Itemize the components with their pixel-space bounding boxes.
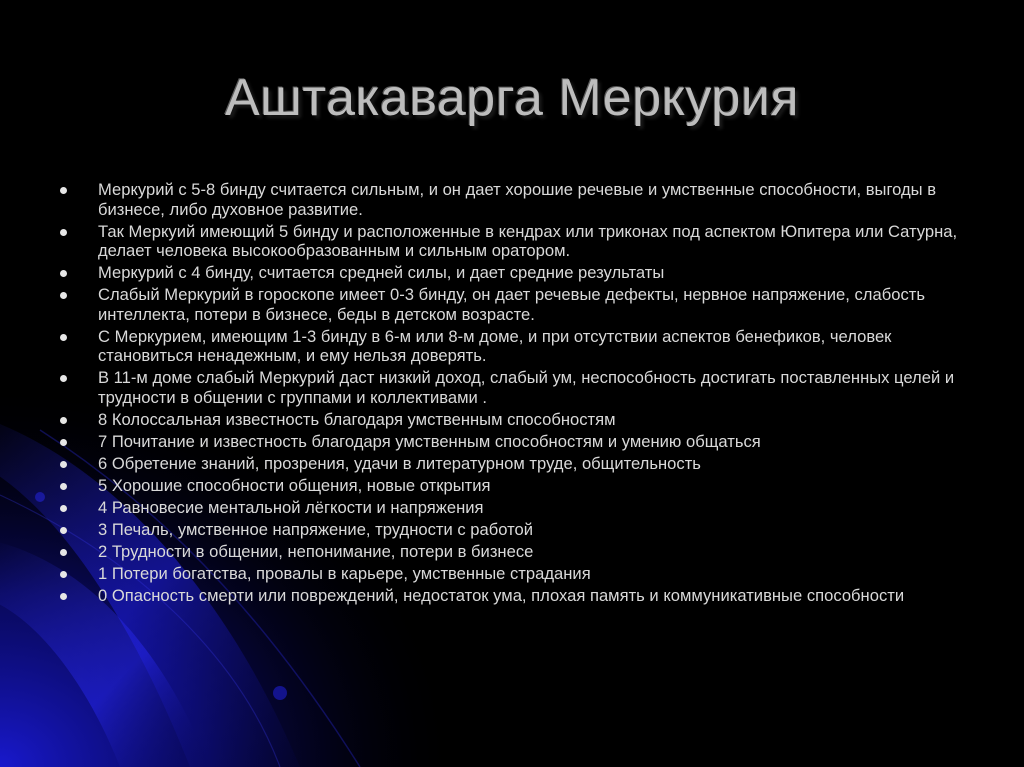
- bullet-icon: [60, 505, 67, 512]
- list-item: [54, 263, 959, 283]
- list-item: [54, 564, 959, 584]
- bullet-icon: [60, 270, 67, 277]
- list-item-text: 7 Почитание и известность благодаря умственным способностям и умению общаться: [98, 431, 761, 451]
- bullet-icon: [60, 593, 67, 600]
- list-item-text: 5 Хорошие способности общения, новые открытия: [98, 475, 491, 495]
- bullet-icon: [60, 334, 67, 341]
- list-item: [54, 454, 959, 474]
- list-item: [54, 222, 959, 261]
- list-item-text: Так Меркуий имеющий 5 бинду и расположенные в кендрах или триконах под аспектом Юпитера или Сатурна, делает человека высокообразованным и сильным оратором.: [98, 221, 958, 260]
- bullet-icon: [60, 292, 67, 299]
- bullet-icon: [60, 527, 67, 534]
- bullet-list: [54, 180, 959, 608]
- list-item: [54, 498, 959, 518]
- bullet-icon: [60, 461, 67, 468]
- list-item: [54, 542, 959, 562]
- list-item-text: 8 Колоссальная известность благодаря умственным способностям: [98, 409, 616, 429]
- list-item: [54, 520, 959, 540]
- list-item: [54, 180, 959, 219]
- list-item-text: 0 Опасность смерти или повреждений, недостаток ума, плохая память и коммуникативные способности: [98, 585, 905, 605]
- bullet-icon: [60, 375, 67, 382]
- list-item-text: Меркурий с 4 бинду, считается средней силы, и дает средние результаты: [98, 263, 665, 282]
- list-item: [54, 476, 959, 496]
- list-item-text: Меркурий с 5-8 бинду считается сильным, и он дает хорошие речевые и умственные способности, выгоды в бизнесе, либо духовное развитие.: [98, 180, 937, 219]
- list-item: [54, 432, 959, 452]
- bullet-icon: [60, 417, 67, 424]
- bullet-icon: [60, 483, 67, 490]
- list-item-text: 1 Потери богатства, провалы в карьере, умственные страдания: [98, 563, 591, 583]
- list-item: [54, 368, 959, 407]
- list-item-text: 6 Обретение знаний, прозрения, удачи в литературном труде, общительность: [98, 453, 701, 473]
- list-item-text: В 11-м доме слабый Меркурий даст низкий доход, слабый ум, неспособность достигать поставленных целей и трудности в общении с группами и коллективами .: [98, 368, 955, 407]
- list-item: [54, 285, 959, 324]
- bullet-icon: [60, 439, 67, 446]
- slide-title: Аштакаварга Меркурия: [224, 69, 800, 127]
- list-item-text: 4 Равновесие ментальной лёгкости и напряжения: [98, 497, 484, 517]
- list-item-text: С Меркурием, имеющим 1-3 бинду в 6-м или 8-м доме, и при отсутствии аспектов бенефиков, человек становиться ненадежным, и ему нельзя доверять.: [98, 326, 892, 365]
- list-item: [54, 410, 959, 430]
- list-item-text: 2 Трудности в общении, непонимание, потери в бизнесе: [98, 541, 534, 561]
- list-item: [54, 586, 959, 606]
- bullet-icon: [60, 229, 67, 236]
- list-item-text: Слабый Меркурий в гороскопе имеет 0-3 бинду, он дает речевые дефекты, нервное напряжение, слабость интеллекта, потери в бизнесе, беды в детском возрасте.: [98, 285, 925, 324]
- list-item: [54, 327, 959, 366]
- list-item-text: 3 Печаль, умственное напряжение, трудности с работой: [98, 519, 534, 539]
- bullet-icon: [60, 187, 67, 194]
- bullet-icon: [60, 571, 67, 578]
- bullet-icon: [60, 549, 67, 556]
